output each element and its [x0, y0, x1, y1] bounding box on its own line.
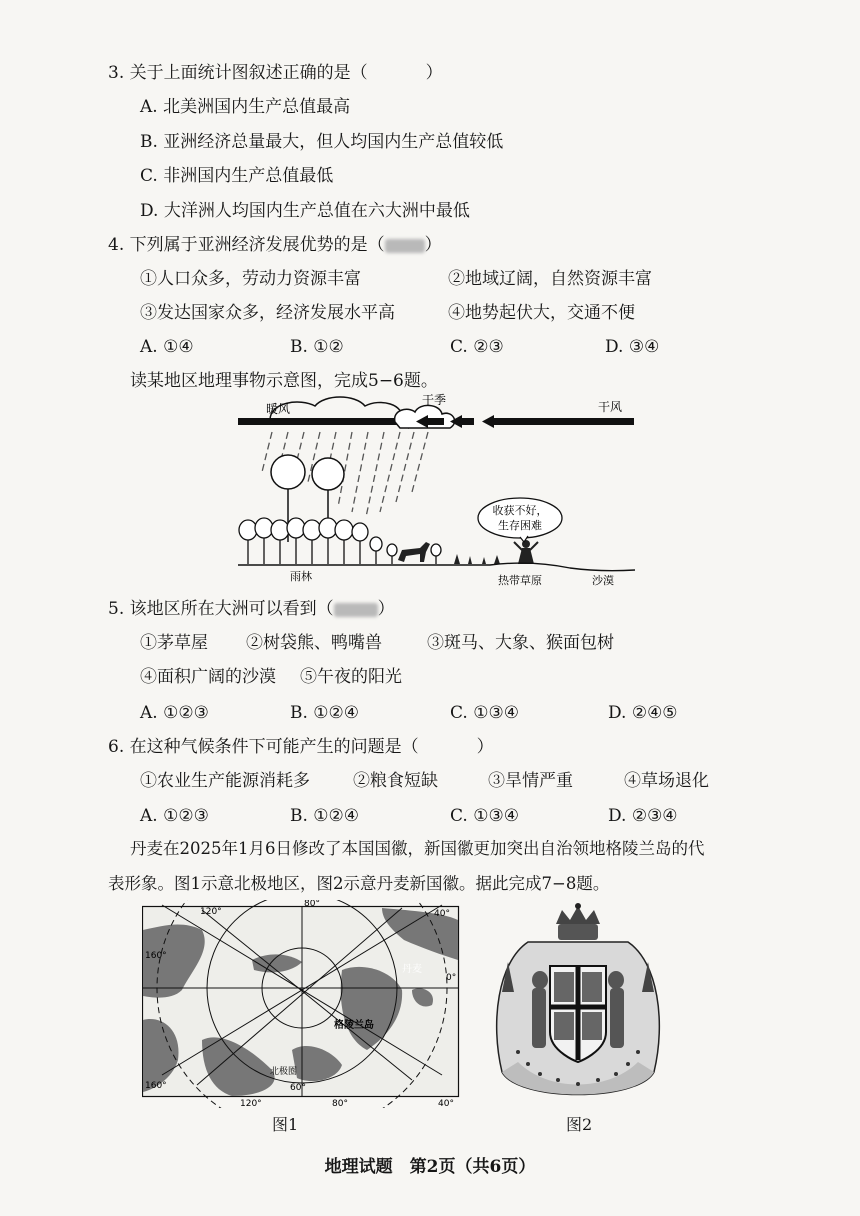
q5-item-4: ④面积广阔的沙漠: [140, 667, 276, 687]
q6-item-4: ④草场退化: [624, 771, 709, 791]
lon-80-top: 80°: [304, 900, 320, 909]
arrow-bar-2: [462, 418, 474, 425]
figure1-caption: 图1: [272, 1115, 299, 1134]
q4-item-1: ①人口众多，劳动力资源丰富: [140, 269, 361, 289]
smudge: [385, 239, 425, 253]
desert-label: 沙漠: [592, 574, 614, 587]
lon-40-top: 40°: [434, 909, 450, 919]
q3-option-c: C. 非洲国内生产总值最低: [140, 166, 334, 186]
lon-0: 0°: [446, 973, 457, 983]
q6-choice-c: C. ①③④: [450, 806, 519, 826]
q5-item-1: ①茅草屋: [140, 633, 208, 653]
q5-item-3: ③斑马、大象、猴面包树: [427, 633, 614, 653]
dry-season-label: 干季: [422, 393, 447, 407]
arctic-circle-label: 北极圈: [270, 1067, 298, 1077]
lon-80-bottom: 80°: [332, 1099, 348, 1108]
danish-coat-of-arms: [488, 902, 668, 1108]
shrubs: [454, 554, 500, 564]
dry-wind-label: 干风: [598, 400, 623, 414]
zebra-silhouette: [398, 542, 430, 562]
greenland-label: 格陵兰岛: [334, 1020, 374, 1031]
q4-choice-b: B. ①②: [290, 337, 344, 357]
q6-stem: 6. 在这种气候条件下可能产生的问题是（ ）: [108, 737, 494, 757]
bubble-line-1: 收获不好，: [492, 504, 548, 517]
q6-choice-d: D. ②③④: [608, 806, 678, 826]
crown-icon: [556, 903, 600, 940]
q4-stem: 4. 下列属于亚洲经济发展优势的是（ ）: [108, 235, 442, 255]
bubble-line-2: 生存困难: [498, 519, 542, 532]
intro-7-8-line1: 丹麦在2025年1月6日修改了本国国徽，新国徽更加突出自治领地格陵兰岛的代: [130, 839, 705, 858]
person-figure: [514, 540, 538, 564]
rainforest-label: 雨林: [290, 570, 312, 583]
smudge: [334, 603, 378, 617]
q4-item-4: ④地势起伏大，交通不便: [448, 303, 635, 323]
figure2-caption: 图2: [566, 1115, 593, 1134]
q3-stem: 3. 关于上面统计图叙述正确的是（ ）: [108, 63, 443, 83]
q3-option-b: B. 亚洲经济总量最大，但人均国内生产总值较低: [140, 132, 504, 152]
q5-choice-a: A. ①②③: [140, 703, 209, 723]
lon-160-bottom: 160°: [145, 1081, 167, 1091]
savanna-label: 热带草原: [498, 574, 542, 587]
q4-choice-d: D. ③④: [605, 337, 660, 357]
climate-diagram: [230, 392, 640, 592]
warm-wind-label: 暖风: [266, 402, 291, 416]
q6-item-2: ②粮食短缺: [353, 771, 438, 791]
q6-item-3: ③旱情严重: [488, 771, 573, 791]
q5-choice-b: B. ①②④: [290, 703, 360, 723]
page-footer: 地理试题 第2页（共6页）: [324, 1157, 536, 1177]
q5-item-5: ⑤午夜的阳光: [300, 667, 402, 687]
lon-40-bottom: 40°: [438, 1099, 454, 1108]
q5-stem: 5. 该地区所在大洲可以看到（ ）: [108, 599, 395, 619]
intro-7-8-line2: 表形象。图1示意北极地区，图2示意丹麦新国徽。据此完成7−8题。: [108, 874, 610, 893]
q5-choice-d: D. ②④⑤: [608, 703, 678, 723]
q6-choice-b: B. ①②④: [290, 806, 360, 826]
lon-120-top: 120°: [200, 907, 222, 917]
q4-item-2: ②地域辽阔，自然资源丰富: [448, 269, 652, 289]
q6-item-1: ①农业生产能源消耗多: [140, 771, 310, 791]
q3-option-d: D. 大洋洲人均国内生产总值在六大洲中最低: [140, 201, 470, 221]
q3-option-a: A. 北美洲国内生产总值最高: [140, 97, 351, 117]
q5-choice-c: C. ①③④: [450, 703, 519, 723]
arctic-map: [142, 900, 460, 1108]
intro-5-6: 读某地区地理事物示意图，完成5−6题。: [130, 371, 438, 391]
q5-item-2: ②树袋熊、鸭嘴兽: [246, 633, 382, 653]
warm-wind-bar: [238, 418, 408, 425]
q4-choice-c: C. ②③: [450, 337, 504, 357]
arrow-bar-1: [428, 418, 444, 425]
q4-item-3: ③发达国家众多，经济发展水平高: [140, 303, 395, 323]
q6-choice-a: A. ①②③: [140, 806, 209, 826]
dry-wind-bar: [494, 418, 634, 425]
lat-60-label: 60°: [290, 1083, 306, 1093]
lon-160-left: 160°: [145, 951, 167, 961]
q4-choice-a: A. ①④: [140, 337, 194, 357]
arrow-left-3: [482, 415, 494, 428]
denmark-label: 丹麦: [402, 964, 422, 975]
lon-120-bottom: 120°: [240, 1099, 262, 1108]
rainforest-trees: [239, 518, 441, 564]
